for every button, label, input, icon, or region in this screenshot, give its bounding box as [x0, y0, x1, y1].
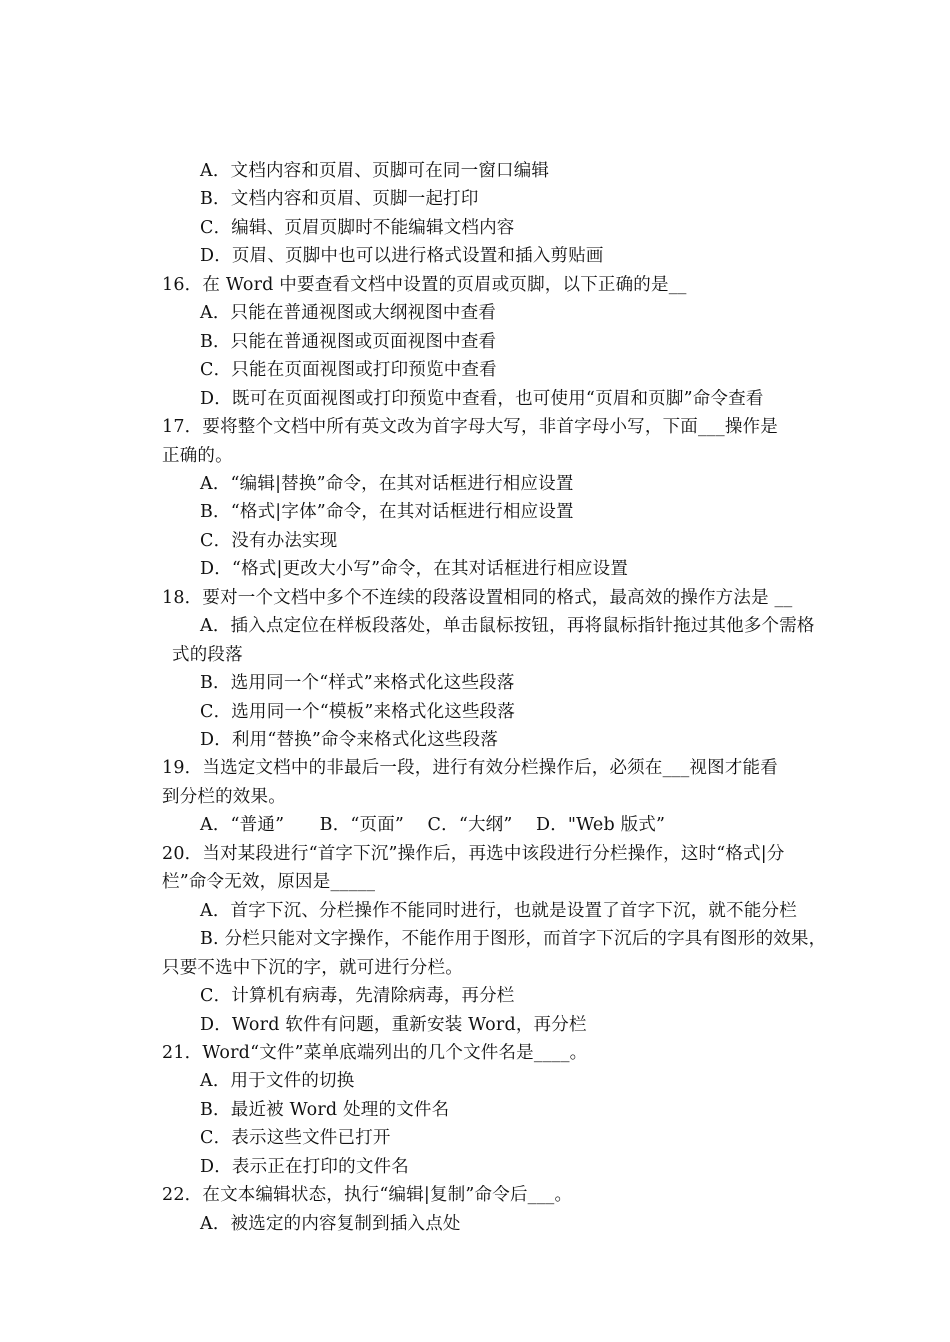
- option-line: C．计算机有病毒，先清除病毒，再分栏: [200, 986, 515, 1007]
- continuation-line: 式的段落: [172, 644, 243, 665]
- option-line: B. 分栏只能对文字操作，不能作用于图形，而首字下沉后的字具有图形的效果，: [200, 929, 827, 950]
- option-line: A．插入点定位在样板段落处，单击鼠标按钮，再将鼠标指针拖过其他多个需格: [200, 616, 815, 637]
- continuation-line: 正确的。: [162, 445, 233, 466]
- option-line: C．没有办法实现: [200, 530, 338, 551]
- question-line: 16．在 Word 中要查看文档中设置的页眉或页脚，以下正确的是__: [162, 274, 687, 295]
- option-line: D．Word 软件有问题，重新安装 Word，再分栏: [200, 1014, 587, 1035]
- option-line: C．只能在页面视图或打印预览中查看: [200, 360, 497, 381]
- question-line: 20．当对某段进行“首字下沉”操作后，再选中该段进行分栏操作，这时“格式|分: [162, 843, 785, 864]
- option-line: B．只能在普通视图或页面视图中查看: [200, 331, 497, 352]
- option-line: A．“编辑|替换”命令，在其对话框进行相应设置: [200, 473, 574, 494]
- question-line: 17．要将整个文档中所有英文改为首字母大写，非首字母小写，下面___操作是: [162, 417, 778, 438]
- option-line: B．“格式|字体”命令，在其对话框进行相应设置: [200, 502, 574, 523]
- option-line: D．既可在页面视图或打印预览中查看，也可使用“页眉和页脚”命令查看: [200, 388, 764, 409]
- option-line: C．表示这些文件已打开: [200, 1128, 391, 1149]
- question-line: 22．在文本编辑状态，执行“编辑|复制”命令后___。: [162, 1185, 573, 1206]
- question-line: 19．当选定文档中的非最后一段，进行有效分栏操作后，必须在___视图才能看: [162, 758, 778, 779]
- continuation-line: 只要不选中下沉的字，就可进行分栏。: [162, 957, 463, 978]
- option-line: A．“普通” B．“页面” C．“大纲” D．"Web 版式”: [200, 815, 666, 836]
- option-line: D．“格式|更改大小写”命令，在其对话框进行相应设置: [200, 559, 629, 580]
- option-line: A．只能在普通视图或大纲视图中查看: [200, 303, 497, 324]
- option-line: B．文档内容和页眉、页脚一起打印: [200, 189, 479, 210]
- question-line: 18．要对一个文档中多个不连续的段落设置相同的格式，最高效的操作方法是 __: [162, 587, 793, 608]
- option-line: D．表示正在打印的文件名: [200, 1156, 409, 1177]
- continuation-line: 栏”命令无效，原因是_____: [162, 872, 376, 893]
- option-line: A．被选定的内容复制到插入点处: [200, 1213, 461, 1234]
- option-line: A．首字下沉、分栏操作不能同时进行，也就是设置了首字下沉，就不能分栏: [200, 900, 797, 921]
- option-line: A．文档内容和页眉、页脚可在同一窗口编辑: [200, 161, 550, 181]
- option-line: D．页眉、页脚中也可以进行格式设置和插入剪贴画: [200, 246, 604, 267]
- option-line: C．编辑、页眉页脚时不能编辑文档内容: [200, 217, 515, 238]
- option-line: D．利用“替换”命令来格式化这些段落: [200, 730, 499, 750]
- option-line: C．选用同一个“模板”来格式化这些段落: [200, 701, 516, 722]
- option-line: B．最近被 Word 处理的文件名: [200, 1099, 450, 1120]
- option-line: A．用于文件的切换: [200, 1071, 355, 1092]
- continuation-line: 到分栏的效果。: [162, 786, 286, 807]
- option-line: B．选用同一个“样式”来格式化这些段落: [200, 673, 515, 694]
- question-line: 21．Word“文件”菜单底端列出的几个文件名是____。: [162, 1042, 588, 1063]
